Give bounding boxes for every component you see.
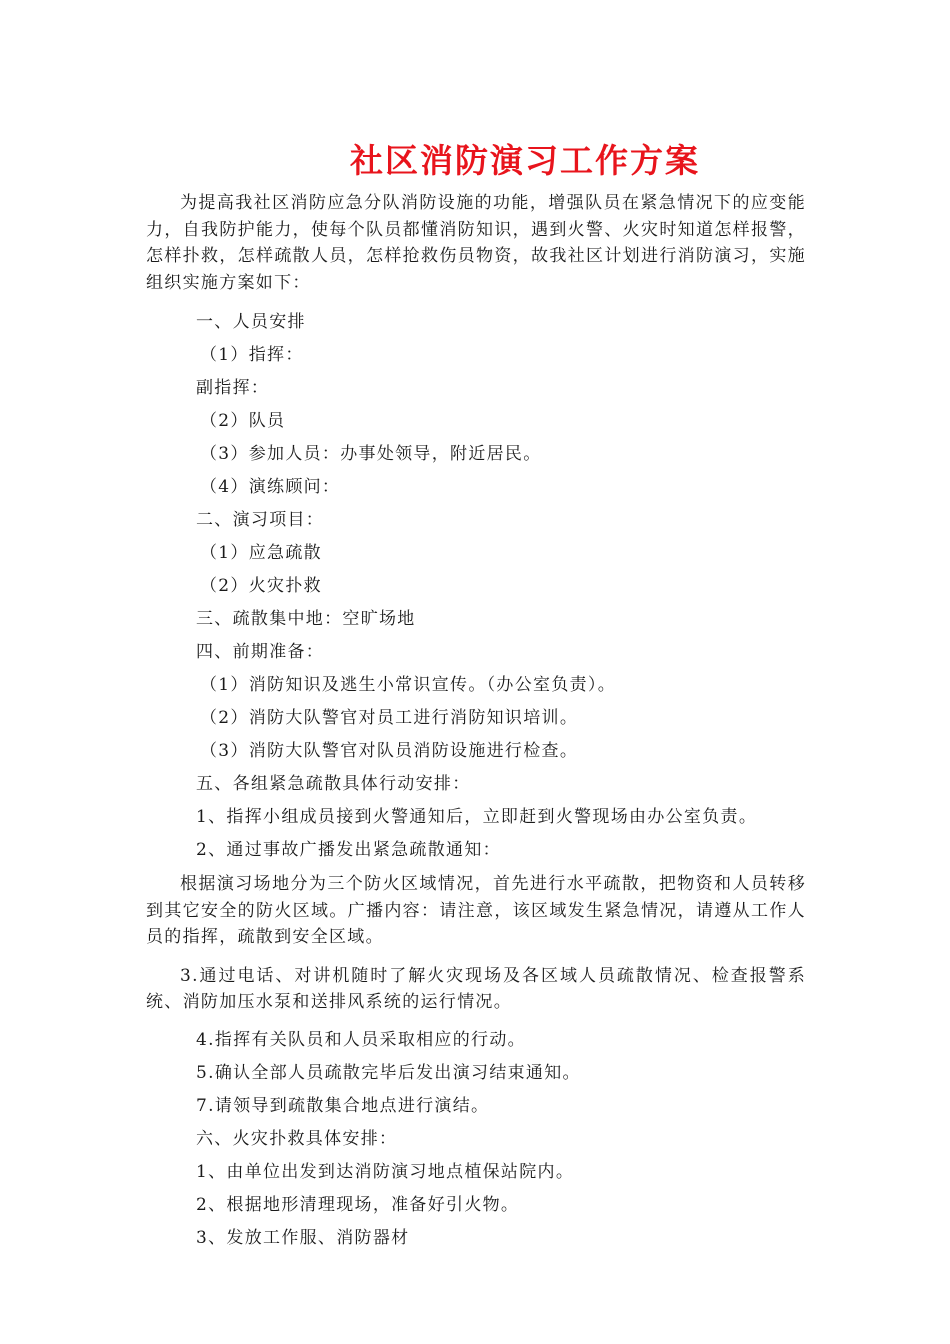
list-item: 2、通过事故广播发出紧急疏散通知： bbox=[196, 840, 501, 860]
monitoring-paragraph: 3.通过电话、对讲机随时了解火灾现场及各区域人员疏散情况、检查报警系统、消防加压水泵和送排风系统的运行情况。 bbox=[146, 965, 806, 1012]
list-item: 副指挥： bbox=[196, 378, 270, 398]
intro-paragraph: 为提高我社区消防应急分队消防设施的功能，增强队员在紧急情况下的应变能力，自我防护能力，使每个队员都懂消防知识，遇到火警、火灾时知道怎样报警，怎样扑救，怎样疏散人员，怎样抢救伤员物资，故我社区计划进行消防演习，实施组织实施方案如下： bbox=[146, 193, 806, 293]
list-item: （1）消防知识及逃生小常识宣传。（办公室负责）。 bbox=[200, 675, 617, 695]
document-body bbox=[146, 190, 806, 1255]
section-heading: 一、人员安排 bbox=[196, 312, 306, 332]
section-heading: 四、前期准备： bbox=[196, 642, 325, 662]
document-title: 社区消防演习工作方案 bbox=[350, 141, 700, 180]
list-item: （4）演练顾问： bbox=[200, 477, 341, 497]
list-item: （2）队员 bbox=[200, 411, 286, 431]
section-heading: 三、疏散集中地：空旷场地 bbox=[196, 609, 416, 629]
broadcast-paragraph: 根据演习场地分为三个防火区域情况，首先进行水平疏散，把物资和人员转移到其它安全的防火区域。广播内容：请注意，该区域发生紧急情况，请遵从工作人员的指挥，疏散到安全区域。 bbox=[146, 874, 806, 947]
section-heading: 六、火灾扑救具体安排： bbox=[196, 1128, 398, 1149]
list-item: 5.确认全部人员疏散完毕后发出演习结束通知。 bbox=[196, 1062, 581, 1083]
list-item: （2）火灾扑救 bbox=[200, 576, 322, 596]
list-item: 7.请领导到疏散集合地点进行演结。 bbox=[196, 1095, 490, 1116]
list-item: （3）参加人员：办事处领导，附近居民。 bbox=[200, 444, 542, 464]
list-item: （1）应急疏散 bbox=[200, 543, 322, 563]
list-item: 1、指挥小组成员接到火警通知后，立即赶到火警现场由办公室负责。 bbox=[196, 807, 758, 827]
section-heading: 五、各组紧急疏散具体行动安排： bbox=[196, 774, 471, 794]
list-item: 3、发放工作服、消防器材 bbox=[196, 1227, 410, 1248]
list-item: （1）指挥： bbox=[200, 345, 304, 365]
list-item: 2、根据地形清理现场，准备好引火物。 bbox=[196, 1194, 520, 1215]
section-heading: 二、演习项目： bbox=[196, 510, 325, 530]
list-item: 1、由单位出发到达消防演习地点植保站院内。 bbox=[196, 1161, 575, 1182]
list-item: （3）消防大队警官对队员消防设施进行检查。 bbox=[200, 741, 579, 761]
list-item: （2）消防大队警官对员工进行消防知识培训。 bbox=[200, 708, 579, 728]
list-item: 4.指挥有关队员和人员采取相应的行动。 bbox=[196, 1029, 526, 1050]
